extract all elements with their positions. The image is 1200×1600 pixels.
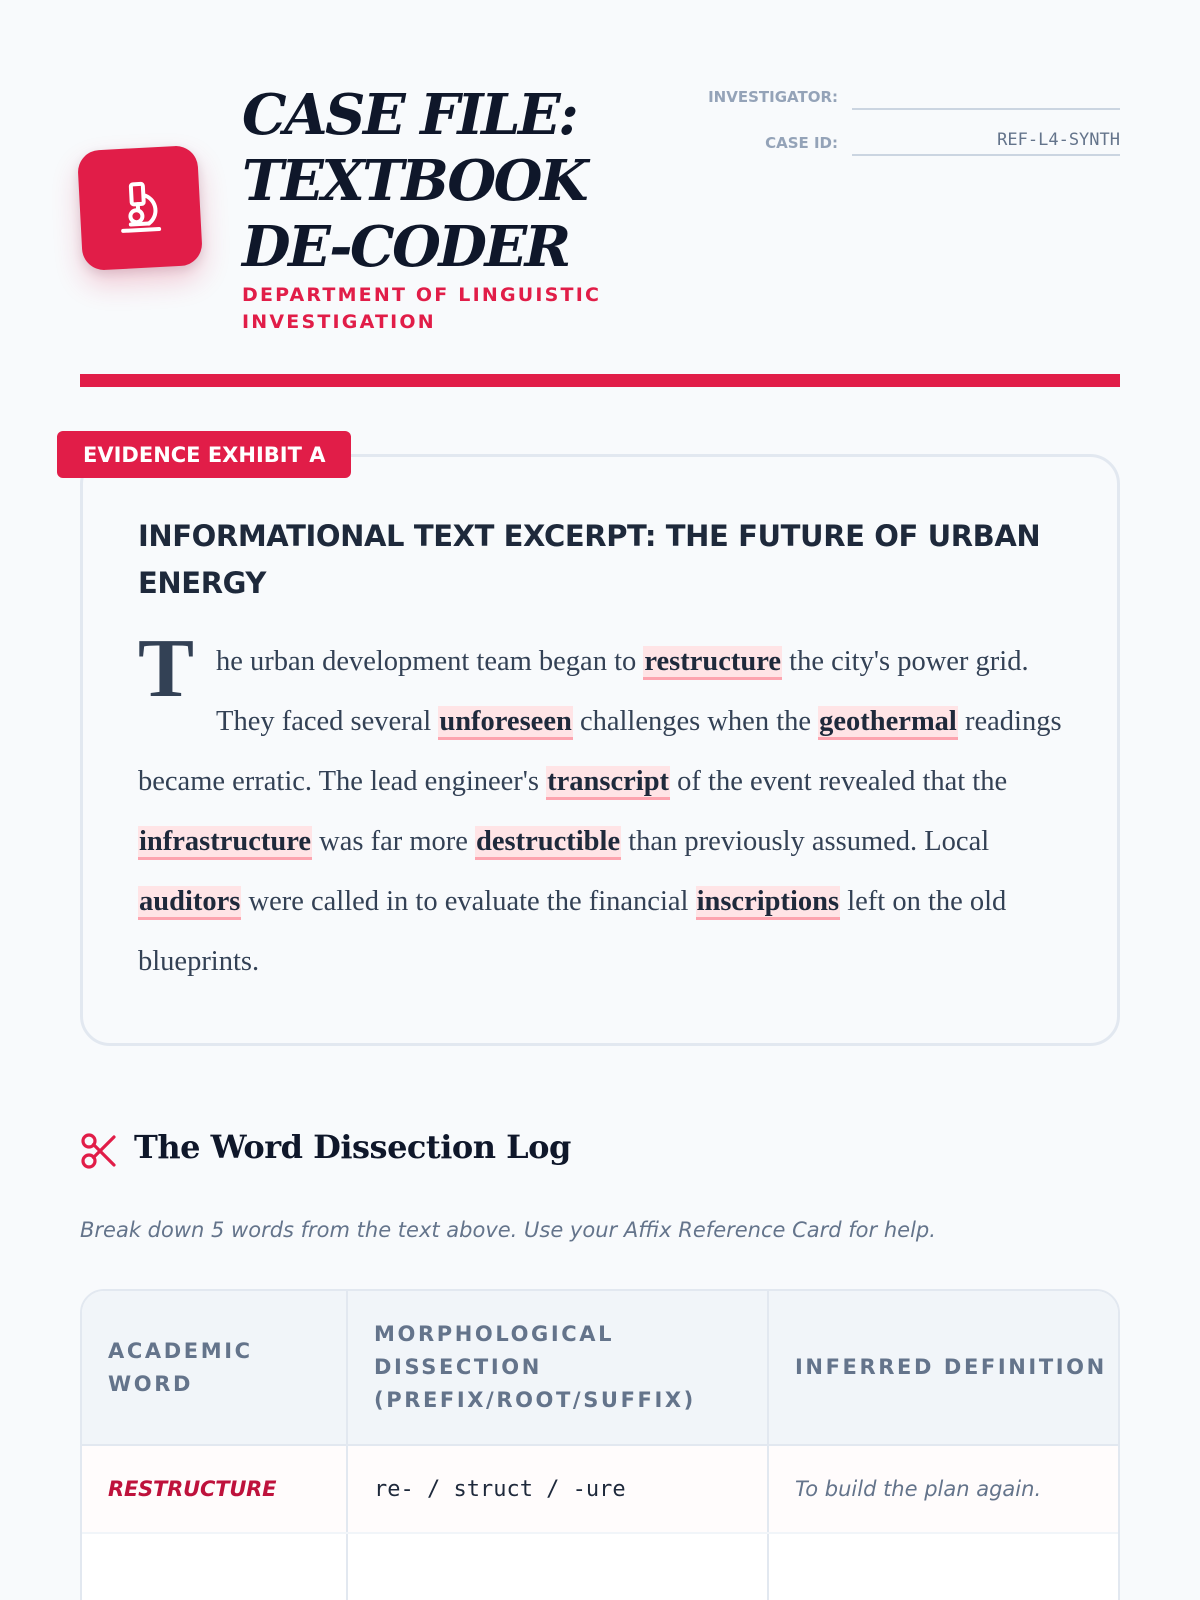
highlighted-word[interactable]: inscriptions [696,886,841,920]
exhibit-card [80,454,1120,1046]
passage-text: left on the old blueprints. [138,886,1007,977]
table-header [82,1291,1118,1446]
column-header-dissection: MORPHOLOGICAL DISSECTION (PREFIX/ROOT/SUFFIX) [348,1291,769,1444]
highlighted-word[interactable]: auditors [138,886,241,920]
investigator-row [708,80,1120,110]
table-row [82,1534,1118,1600]
exhibit-tag: EVIDENCE EXHIBIT A [57,431,351,478]
logo-badge [77,145,203,271]
academic-word-cell[interactable] [82,1534,348,1600]
section-title: The Word Dissection Log [134,1128,571,1166]
passage-text: of the event revealed that the [670,766,1008,797]
header-divider [80,374,1120,387]
dissection-cell[interactable] [348,1534,769,1600]
academic-word-cell: RESTRUCTURE [82,1446,348,1532]
case-id-label: CASE ID: [765,134,838,152]
passage-text: were called in to evaluate the financial [241,886,696,917]
investigator-label: INVESTIGATOR: [708,88,838,106]
excerpt-title: INFORMATIONAL TEXT EXCERPT: THE FUTURE OF URBAN ENERGY [138,519,1041,600]
scissors-icon [80,1132,118,1170]
case-header [80,80,1120,390]
column-header-word: ACADEMIC WORD [82,1291,348,1444]
highlighted-word[interactable]: infrastructure [138,826,312,860]
microscope-icon [106,174,173,241]
passage-text: challenges when the [572,706,819,737]
page-title: CASE FILE: TEXTBOOK DE-CODER [242,82,587,280]
highlighted-word[interactable]: destructible [475,826,621,860]
highlighted-word[interactable]: unforeseen [438,706,572,740]
excerpt-passage [138,622,1088,992]
table-row [82,1446,1118,1534]
case-id-field[interactable]: REF-L4-SYNTH [852,126,1120,156]
investigator-field[interactable] [852,80,1120,110]
highlighted-word[interactable]: transcript [546,766,670,800]
department-label: DEPARTMENT OF LINGUISTIC INVESTIGATION [242,284,602,333]
dissection-table [80,1289,1120,1600]
passage-text: readings became erratic. The lead engineer's [138,706,1062,797]
passage-text: he urban development team began to [216,646,644,677]
highlighted-word[interactable]: geothermal [818,706,958,740]
dissection-cell[interactable]: re- / struct / -ure [348,1446,769,1532]
passage-text: was far more [312,826,476,857]
section-instructions: Break down 5 words from the text above. Use your Affix Reference Card for help. [80,1218,936,1242]
drop-cap: T [138,622,195,715]
definition-cell[interactable]: To build the plan again. [795,1477,1042,1501]
definition-cell[interactable] [769,1534,1118,1600]
highlighted-word[interactable]: restructure [643,646,782,680]
passage-text: the city's power grid. They faced several [216,646,1029,737]
column-header-definition: INFERRED DEFINITION [795,1355,1107,1379]
passage-text: than previously assumed. Local [621,826,990,857]
case-id-row [765,126,1120,156]
